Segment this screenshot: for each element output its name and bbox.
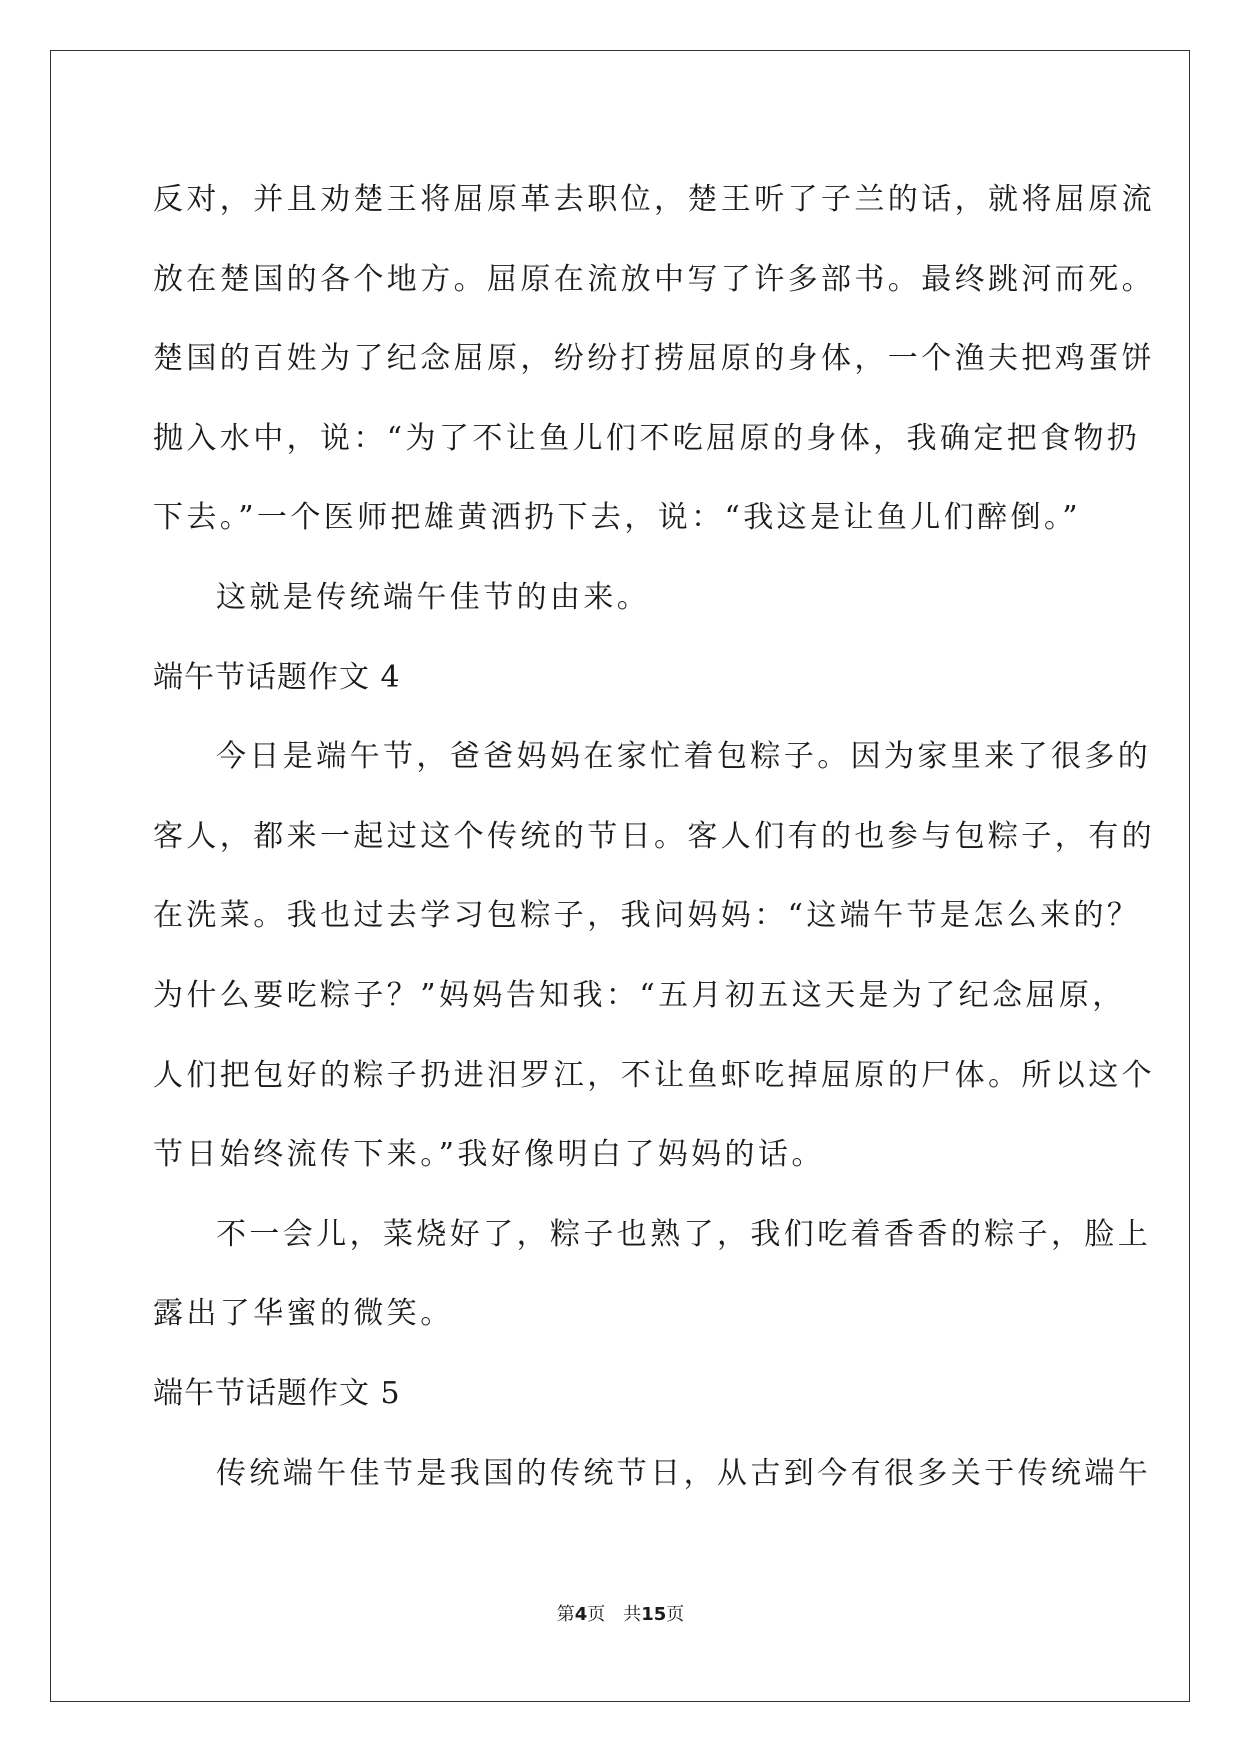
text-line: 楚国的百姓为了纪念屈原，纷纷打捞屈原的身体，一个渔夫把鸡蛋饼 bbox=[153, 341, 1155, 377]
section-heading: 端午节话题作文 5 bbox=[153, 1375, 401, 1411]
document-body bbox=[153, 160, 1155, 1513]
footer-total-suffix: 页 bbox=[666, 1604, 685, 1625]
text-line: 下去。”一个医师把雄黄洒扔下去，说：“我这是让鱼儿们醉倒。” bbox=[153, 500, 1082, 536]
text-line: 露出了华蜜的微笑。 bbox=[153, 1296, 454, 1332]
footer-page-number: 4 bbox=[574, 1604, 588, 1625]
text-line: 这就是传统端午佳节的由来。 bbox=[216, 579, 651, 615]
page-footer bbox=[0, 1600, 1241, 1626]
text-line: 在洗菜。我也过去学习包粽子，我问妈妈：“这端午节是怎么来的？ bbox=[153, 898, 1141, 934]
footer-total-pages: 15 bbox=[641, 1604, 667, 1625]
text-line: 今日是端午节，爸爸妈妈在家忙着包粽子。因为家里来了很多的 bbox=[216, 739, 1152, 775]
text-line: 不一会儿，菜烧好了，粽子也熟了，我们吃着香香的粽子，脸上 bbox=[216, 1216, 1152, 1252]
text-line: 传统端午佳节是我国的传统节日，从古到今有很多关于传统端午 bbox=[216, 1455, 1152, 1491]
text-line: 人们把包好的粽子扔进汨罗江，不让鱼虾吃掉屈原的尸体。所以这个 bbox=[153, 1057, 1155, 1093]
text-line: 抛入水中，说：“为了不让鱼儿们不吃屈原的身体，我确定把食物扔 bbox=[153, 420, 1141, 456]
footer-page-suffix: 页 bbox=[587, 1604, 606, 1625]
text-line: 反对，并且劝楚王将屈原革去职位，楚王听了子兰的话，就将屈原流 bbox=[153, 182, 1155, 217]
text-line: 节日始终流传下来。”我好像明白了妈妈的话。 bbox=[153, 1137, 825, 1173]
text-line: 为什么要吃粽子？”妈妈告知我：“五月初五这天是为了纪念屈原， bbox=[153, 977, 1126, 1013]
footer-prefix: 第 bbox=[556, 1604, 575, 1625]
text-line: 客人，都来一起过这个传统的节日。客人们有的也参与包粽子，有的 bbox=[153, 818, 1155, 854]
footer-total-prefix: 共 bbox=[623, 1604, 642, 1625]
text-line: 放在楚国的各个地方。屈原在流放中写了许多部书。最终跳河而死。 bbox=[153, 261, 1155, 297]
section-heading: 端午节话题作文 4 bbox=[153, 659, 401, 695]
